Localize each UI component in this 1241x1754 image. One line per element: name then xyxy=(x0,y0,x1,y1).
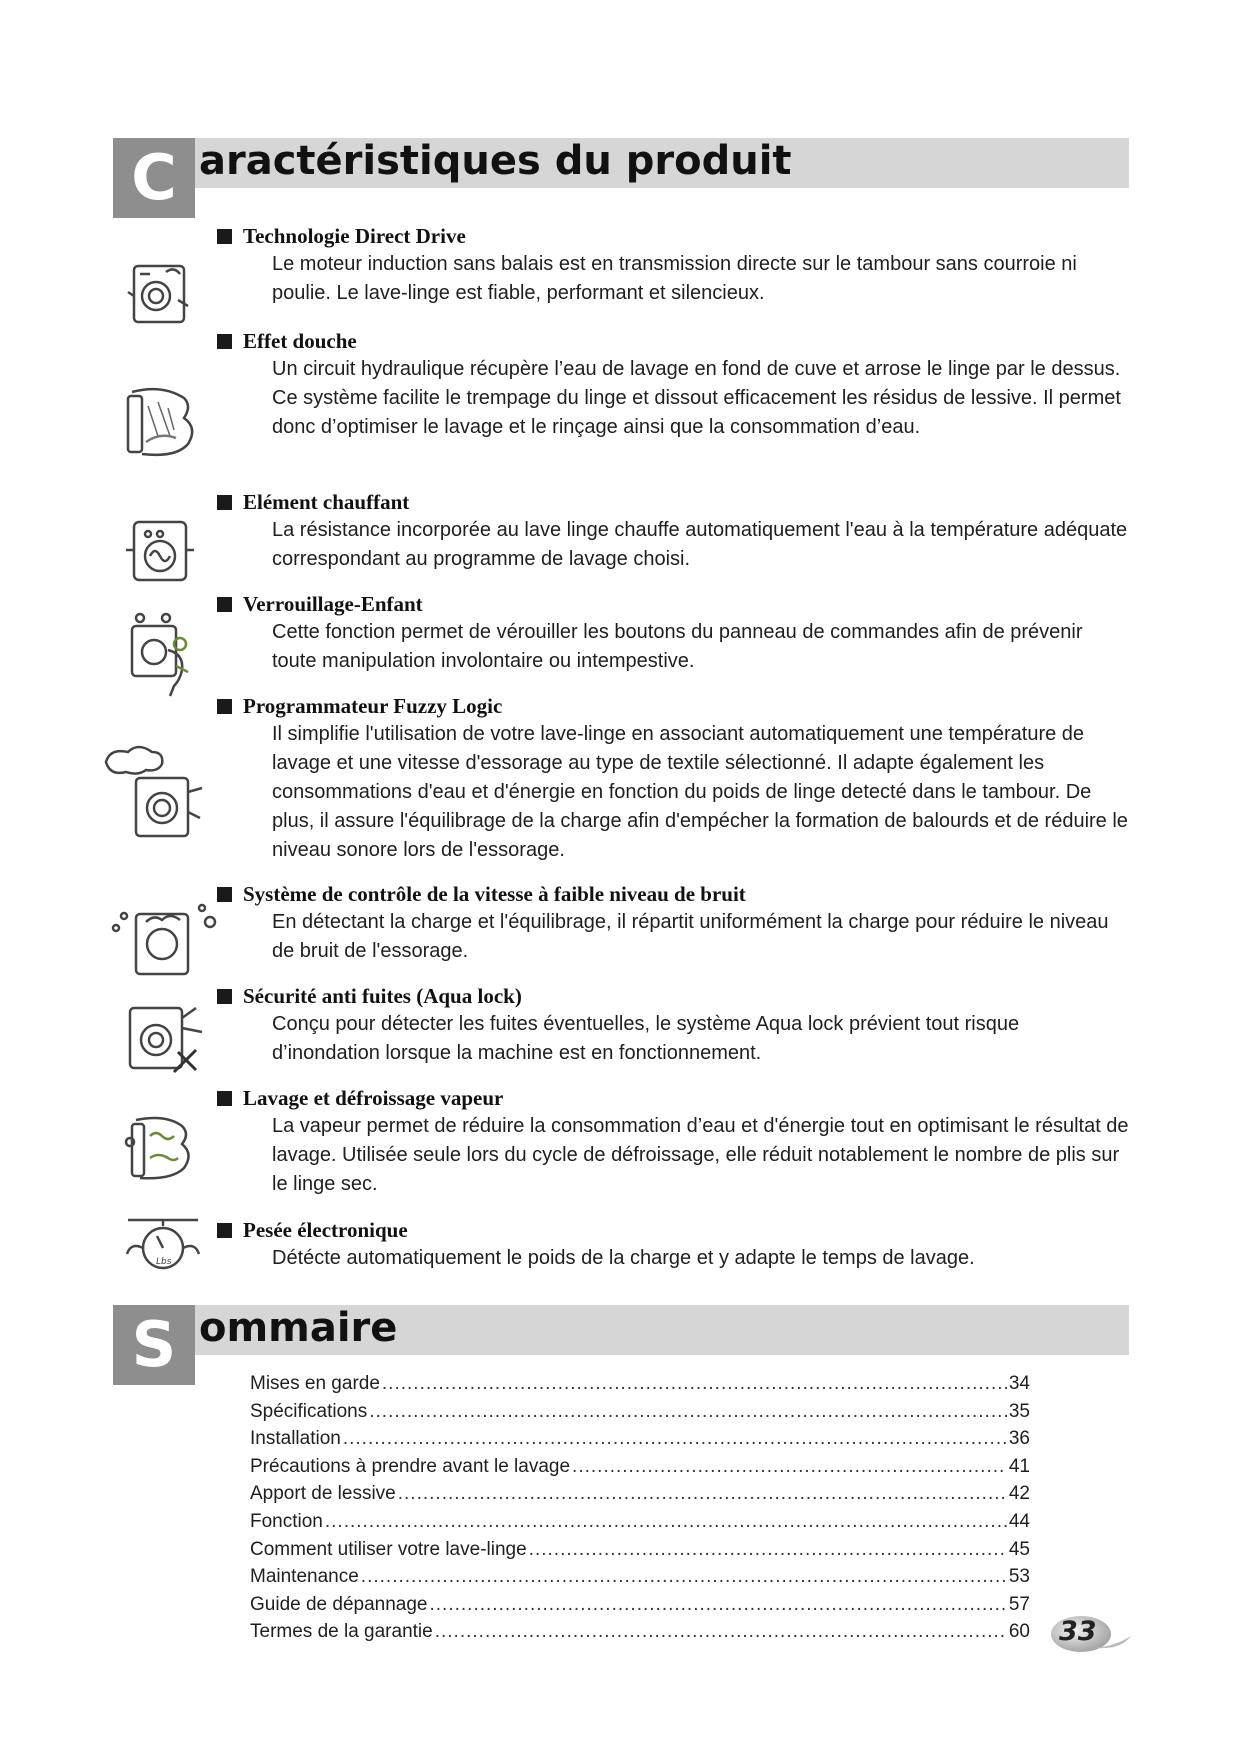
page-number-badge xyxy=(1045,1612,1135,1656)
toc-leader-dots xyxy=(325,1508,1007,1536)
feature-description: Conçu pour détecter les fuites éventuelles, le système Aqua lock prévient tout risque d’inondation lorsque la machine est en fonctionnement. xyxy=(272,1013,1020,1064)
feature-title-text: Pesée électronique xyxy=(243,1218,408,1242)
steam-drum-icon xyxy=(120,1112,200,1188)
toc-label: Guide de dépannage xyxy=(250,1593,428,1615)
toc-label: Comment utiliser votre lave-linge xyxy=(250,1538,527,1560)
child-lock-icon xyxy=(118,610,202,700)
feature-title xyxy=(243,488,409,516)
toc-label: Termes de la garantie xyxy=(250,1621,433,1643)
toc-page-number: 35 xyxy=(1008,1400,1030,1422)
toc-label: Précautions à prendre avant le lavage xyxy=(250,1455,571,1477)
toc-page-number: 60 xyxy=(1008,1621,1030,1643)
toc-label: Maintenance xyxy=(250,1566,359,1588)
direct-drive-washer-icon xyxy=(120,252,200,332)
toc-leader-dots xyxy=(369,1398,1007,1426)
toc-page-number: 44 xyxy=(1008,1510,1030,1532)
toc-row[interactable] xyxy=(250,1398,1030,1426)
toc-row[interactable] xyxy=(250,1480,1030,1508)
header-initial-letter: S xyxy=(113,1305,195,1385)
toc-leader-dots xyxy=(529,1536,1007,1564)
toc-leader-dots xyxy=(398,1480,1007,1508)
feature-title xyxy=(243,327,357,355)
table-of-contents xyxy=(250,1370,1030,1646)
scale-icon xyxy=(120,1210,210,1280)
feature-description: Un circuit hydraulique récupère l’eau de lavage en fond de cuve et arrose le linge par le dessus. Ce système facilite le trempage du linge et dissout efficacement les résidus de lessive. Il permet donc d’optimiser le lavage et le rinçage ainsi que la consommation d’eau. xyxy=(272,358,1121,438)
feature-description: Détécte automatiquement le poids de la charge et y adapte le temps de lavage. xyxy=(272,1247,975,1269)
page-number: 33 xyxy=(1059,1616,1097,1647)
toc-row[interactable] xyxy=(250,1425,1030,1453)
toc-leader-dots xyxy=(382,1370,1007,1398)
feature-title xyxy=(243,692,502,720)
feature-description: Le moteur induction sans balais est en transmission directe sur le tambour sans courroie ni poulie. Le lave-linge est fiable, performant et silencieux. xyxy=(272,253,1077,304)
feature-title xyxy=(243,880,746,908)
toc-leader-dots xyxy=(430,1591,1007,1619)
toc-page-number: 36 xyxy=(1008,1428,1030,1450)
feature-title xyxy=(243,1216,408,1244)
feature-description: En détectant la charge et l'équilibrage, il répartit uniformément la charge pour réduire le niveau de bruit de l'essorage. xyxy=(272,911,1109,962)
toc-page-number: 45 xyxy=(1008,1538,1030,1560)
feature-title xyxy=(243,590,423,618)
toc-label: Mises en garde xyxy=(250,1373,380,1394)
feature-title xyxy=(243,222,466,250)
bullet-square xyxy=(217,597,232,612)
toc-row[interactable] xyxy=(250,1591,1030,1619)
feature-title-text: Effet douche xyxy=(243,329,357,353)
section-title: ommaire xyxy=(199,1305,398,1351)
feature-title-text: Sécurité anti fuites (Aqua lock) xyxy=(243,984,522,1008)
toc-row[interactable] xyxy=(250,1508,1030,1536)
feature-title-text: Programmateur Fuzzy Logic xyxy=(243,694,503,718)
toc-page-number: 57 xyxy=(1008,1593,1030,1615)
toc-page-number: 41 xyxy=(1008,1455,1030,1477)
bullet-square xyxy=(217,1091,232,1106)
bullet-square xyxy=(217,334,232,349)
feature-description: La vapeur permet de réduire la consommation d’eau et d'énergie tout en optimisant le résultat de lavage. Utilisée seule lors du cycle de défroissage, elle réduit notablement le nombre de plis sur le linge sec. xyxy=(272,1115,1129,1195)
toc-label: Spécifications xyxy=(250,1400,368,1422)
feature-title-text: Lavage et défroissage vapeur xyxy=(243,1086,504,1110)
toc-row[interactable] xyxy=(250,1536,1030,1564)
toc-label: Fonction xyxy=(250,1510,323,1532)
feature-title-text: Système de contrôle de la vitesse à faible niveau de bruit xyxy=(243,882,746,906)
feature-title xyxy=(243,1084,503,1112)
toc-row[interactable] xyxy=(250,1453,1030,1481)
fuzzy-logic-washer-icon xyxy=(100,742,210,842)
toc-row[interactable] xyxy=(250,1618,1030,1646)
feature-description: La résistance incorporée au lave linge chauffe automatiquement l'eau à la température adéquate correspondant au programme de lavage choisi. xyxy=(272,519,1128,570)
toc-leader-dots xyxy=(361,1563,1007,1591)
low-noise-washer-icon xyxy=(110,892,220,980)
feature-title-text: Technologie Direct Drive xyxy=(243,224,466,248)
bullet-square xyxy=(217,229,232,244)
feature-description: Cette fonction permet de vérouiller les boutons du panneau de commandes afin de prévenir toute manipulation involontaire ou intempestive. xyxy=(272,621,1083,672)
toc-page-number: 53 xyxy=(1008,1566,1030,1588)
toc-page-number: 42 xyxy=(1008,1483,1030,1505)
bullet-square xyxy=(217,699,232,714)
toc-leader-dots xyxy=(572,1453,1007,1481)
bullet-square xyxy=(217,887,232,902)
shower-drum-icon xyxy=(118,382,204,468)
toc-row[interactable] xyxy=(250,1563,1030,1591)
heating-washer-icon xyxy=(120,510,200,590)
toc-leader-dots xyxy=(343,1425,1007,1453)
bullet-square xyxy=(217,1223,232,1238)
toc-leader-dots xyxy=(435,1618,1007,1646)
aqua-lock-icon xyxy=(118,998,208,1080)
header-initial-letter: C xyxy=(113,138,195,218)
section-title: aractéristiques du produit xyxy=(199,138,792,184)
feature-description: Il simplifie l'utilisation de votre lave-linge en associant automatiquement une température de lavage et une vitesse d'essorage au type de textile sélectionné. Il adapte également les consommations d'eau et d'énergie en fonction du poids de linge detecté dans le tambour. De plus, il assure l'équilibrage de la charge afin d'empécher la formation de balourds et de réduire le niveau sonore lors de l'essorage. xyxy=(272,723,1128,861)
feature-title xyxy=(243,982,522,1010)
toc-label: Installation xyxy=(250,1428,341,1450)
bullet-square xyxy=(217,495,232,510)
toc-page-number: 34 xyxy=(1008,1373,1030,1394)
toc-row[interactable] xyxy=(250,1370,1030,1398)
bullet-square xyxy=(217,989,232,1004)
scale-label: Lbs xyxy=(156,1257,172,1267)
feature-title-text: Elément chauffant xyxy=(243,490,410,514)
section-header-caracteristiques xyxy=(113,138,1129,218)
toc-label: Apport de lessive xyxy=(250,1483,396,1505)
feature-title-text: Verrouillage-Enfant xyxy=(243,592,423,616)
